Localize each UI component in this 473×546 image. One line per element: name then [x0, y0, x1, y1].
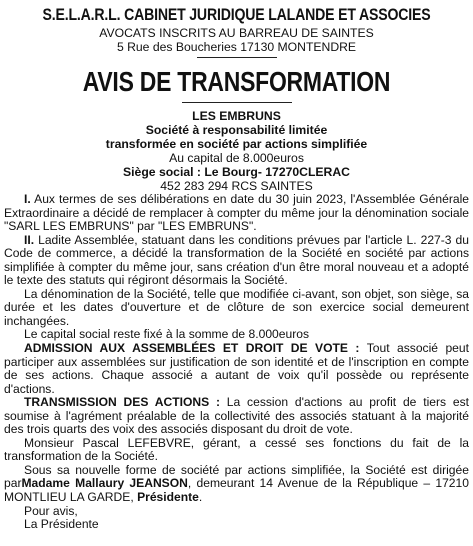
company-form: Société à responsabilité limitée: [145, 123, 328, 137]
paragraph-8: Sous sa nouvelle forme de société par actions simplifiée, la Société est dirigée parMadame Mallaury JEANSON, demeurant 14 Avenue de la République – 17210 MONTLIEU LA GARDE, Présidente.: [4, 462, 469, 505]
divider: [197, 57, 277, 58]
paragraph-5: ADMISSION AUX ASSEMBLÉES ET DROIT DE VOTE : Tout associé peut participer aux assemblées sur justification de son identité et de l'inscription en compte de ses actions. Chaque associé a autant de voix qu'il possède ou représente d'actions.: [4, 341, 469, 396]
closing-line-1: Pour avis,: [24, 503, 78, 518]
company-seat: Siège social : Le Bourg- 17270CLERAC: [123, 165, 350, 179]
company-transformed: transformée en société par actions simplifiée: [105, 137, 368, 151]
divider: [182, 102, 292, 103]
paragraph-1: I. Aux termes de ses délibérations en date du 30 juin 2023, l'Assemblée Générale Extraordinaire a décidé de remplacer à compter du même jour la dénomination sociale "SARL LES EMBRUNS" par "LES EMBRUNS".: [4, 192, 469, 234]
paragraph-3: La dénomination de la Société, telle que modifiée ci-avant, son objet, son siège, sa durée et les dates d'ouverture et de clôture de son exercice social demeurent inchangées.: [4, 286, 469, 328]
notice-body: [4, 193, 469, 505]
paragraph-7: Monsieur Pascal LEFEBVRE, gérant, a cessé ses fonctions du fait de la transformation de la Société.: [4, 435, 469, 464]
company-capital: Au capital de 8.000euros: [169, 151, 304, 165]
closing-signatory: La Présidente: [24, 517, 99, 532]
paragraph-6: TRANSMISSION DES ACTIONS : La cession d'actions au profit de tiers est soumise à l'agrément préalable de la collectivité des associés statuant à la majorité des trois quarts des voix des associés disposant du droit de vote.: [4, 395, 469, 437]
notice-title: AVIS DE TRANSFORMATION: [82, 66, 391, 97]
firm-subtitle: AVOCATS INSCRITS AU BARREAU DE SAINTES: [99, 26, 374, 40]
paragraph-4: Le capital social reste fixé à la somme de 8.000euros: [24, 327, 310, 342]
paragraph-2: II. Ladite Assemblée, statuant dans les conditions prévues par l'article L. 227-3 du Code de commerce, a décidé la transformation de la Société en société par actions simplifiée à compter du même jour, sans création d'un être moral nouveau et a adopté le texte des statuts qui régiront désormais la Société.: [4, 232, 469, 288]
firm-address: 5 Rue des Boucheries 17130 MONTENDRE: [116, 40, 357, 54]
firm-name: S.E.L.A.R.L. CABINET JURIDIQUE LALANDE ET ASSOCIES: [42, 6, 431, 24]
company-name: LES EMBRUNS: [192, 109, 281, 123]
legal-notice: [4, 0, 469, 532]
company-rcs: 452 283 294 RCS SAINTES: [160, 179, 313, 193]
